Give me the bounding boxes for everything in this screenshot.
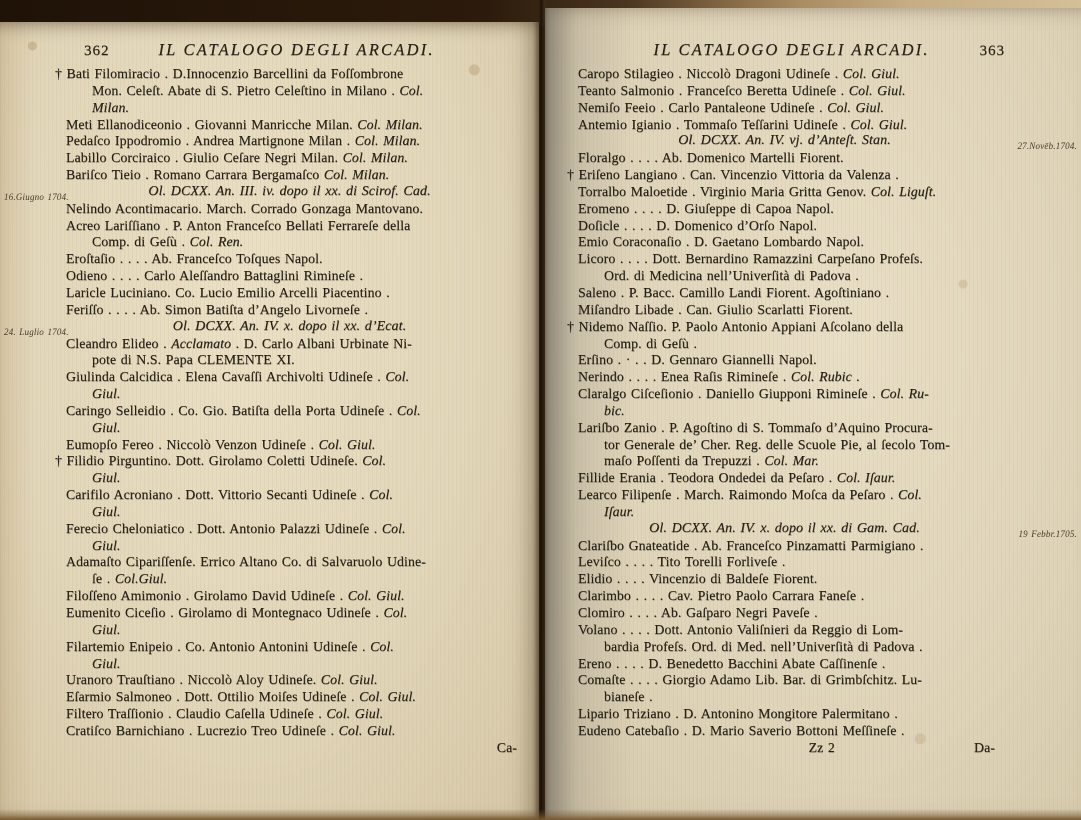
text-segment: Col. — [381, 520, 406, 536]
text-segment: Col. Ru- — [880, 386, 929, 402]
catalog-entry-line — [578, 117, 1005, 134]
text-segment: Fillide Erania . Teodora Ondedei da Peſaro . — [578, 470, 837, 486]
catalog-entry-line — [578, 285, 1005, 302]
page-body — [4, 66, 527, 758]
text-segment: Torralbo Maloetide . Virginio Maria Gritta Genov. — [578, 183, 871, 199]
catalog-entry-line — [578, 706, 1005, 723]
catalog-entry-line — [66, 706, 527, 723]
text-segment: † Bati Filomiracio . D.Innocenzio Barcellini da Foſſombrone — [55, 66, 404, 81]
text-segment: Bariſco Tieio . Romano Carrara Bergamaſco — [66, 167, 324, 183]
catalog-entry-line — [578, 672, 1005, 689]
catalog-entry-line — [66, 150, 527, 167]
text-segment: Filoſſeno Amimonio . Girolamo David Udineſe . — [66, 588, 348, 604]
catalog-entry-line — [55, 453, 527, 470]
catalog-entry-line — [567, 167, 1005, 184]
text-segment: maſo Poſſenti da Trepuzzi . — [604, 453, 765, 469]
catalog-entry-line — [66, 504, 527, 521]
catalog-entry-line — [66, 672, 527, 689]
catalog-entry-line — [578, 420, 1005, 437]
catalog-entry-line — [578, 403, 1005, 420]
text-segment: Comaſte . . . . Giorgio Adamo Lib. Bar. di Grimbſchitz. Lu- — [578, 672, 922, 688]
text-segment: Nerindo . . . . Enea Raſis Rimineſe . — [578, 369, 791, 385]
text-segment: Antemio Igianio . Tommaſo Teſſarini Udineſe . — [578, 116, 851, 132]
margin-date-note: 16.Giugno 1704. — [4, 191, 69, 202]
catalog-entry-line — [66, 639, 527, 656]
text-segment: Col. Giul. — [848, 82, 906, 98]
text-segment: Filtero Traſſionio . Claudio Caſella Udineſe . — [66, 706, 327, 722]
text-segment: Col. Giul. — [318, 436, 376, 452]
catalog-entry-line — [578, 302, 1005, 319]
text-segment: Eroſtaſio . . . . Ab. Franceſco Toſques Napol. — [66, 251, 323, 267]
text-segment: Col. Giul. — [338, 722, 396, 738]
running-title: IL CATALOGO DEGLI ARCADI. — [653, 40, 930, 59]
text-segment: Eumenito Ciceſio . Girolamo di Montegnaco Udineſe . — [66, 605, 384, 620]
catalog-entry-line — [66, 487, 527, 504]
text-segment: Col. Milan. — [342, 150, 408, 166]
catalog-entry-line — [578, 218, 1005, 235]
olympiad-date-heading — [578, 520, 1077, 539]
catalog-entry-line — [66, 268, 527, 285]
text-segment: Col. Giul. — [320, 672, 378, 688]
catalog-entry-line — [66, 117, 527, 134]
text-segment: Adamaſto Cipariſſenſe. Errico Altano Co. di Salvaruolo Udine- — [66, 554, 426, 570]
text-segment: Feriſſo . . . . Ab. Simon Batiſta d’Angelo Livorneſe . — [66, 301, 369, 317]
catalog-entry-line — [66, 521, 527, 538]
text-segment: ſe . — [92, 571, 115, 587]
page-foot-line — [66, 740, 527, 758]
catalog-entry-line — [66, 83, 527, 100]
text-segment: Miſandro Libade . Can. Giulio Scarlatti Fiorent. — [578, 301, 853, 317]
page-number: 362 — [84, 43, 110, 59]
text-segment: Cratiſco Barnichiano . Lucrezio Treo Udineſe . — [66, 722, 339, 738]
running-title: IL CATALOGO DEGLI ARCADI. — [158, 40, 435, 59]
text-segment: Nelindo Acontimacario. March. Corrado Gonzaga Mantovano. — [66, 200, 423, 216]
catalog-entry-line — [578, 622, 1005, 639]
olympiad-date-heading — [4, 183, 527, 202]
text-segment: Ol. DCXX. An. IV. x. dopo il xx. di Gam. Cad. — [649, 520, 920, 536]
catalog-entry-line — [66, 723, 527, 740]
catalog-entry-line — [578, 723, 1005, 740]
text-segment: bardia Profeſs. Ord. di Med. nell’Univerſità di Padova . — [604, 638, 923, 654]
catalog-entry-line — [66, 689, 527, 706]
text-segment: Col. — [385, 369, 410, 385]
text-segment: † Eriſeno Langiano . Can. Vincenzio Vittoria da Valenza . — [567, 167, 899, 183]
text-segment: Giul. — [92, 419, 121, 435]
text-segment: Ol. DCXX. An. IV. vj. d’Anteſt. Stan. — [678, 133, 891, 149]
text-segment: Filartemio Enipeio . Co. Antonio Antonini Udineſe . — [66, 638, 371, 654]
text-segment: † Nidemo Naſſio. P. Paolo Antonio Appiani Aſcolano della — [567, 318, 904, 334]
text-segment: Col.Giul. — [114, 571, 168, 587]
catalog-entry-line — [578, 656, 1005, 673]
text-segment: Col. — [383, 605, 408, 620]
signature-mark: Zz 2 — [808, 739, 835, 755]
text-segment: Iſaur. — [604, 503, 635, 519]
catalog-entry-line — [66, 622, 527, 639]
catalog-entry-line — [578, 588, 1005, 605]
catalog-entry-line — [66, 285, 527, 302]
catalog-entry-line — [578, 437, 1005, 454]
margin-date-note: 27.Novēb.1704. — [1017, 141, 1077, 152]
text-segment: Eudeno Catebaſio . D. Mario Saverio Bottoni Meſſineſe . — [578, 722, 905, 738]
text-segment: Cleandro Elideo . — [66, 335, 172, 351]
catalog-entry-line — [578, 251, 1005, 268]
text-segment: Col. — [396, 402, 421, 418]
text-segment: Floralgo . . . . Ab. Domenico Martelli Fiorent. — [578, 150, 844, 166]
margin-date-note: 19 Febbr.1705. — [1018, 528, 1077, 539]
catalog-entry-line — [66, 133, 527, 150]
text-segment: Lariſbo Zanio . P. Agoſtino di S. Tommaſo d’Aquino Procura- — [578, 419, 933, 435]
text-segment: Doſicle . . . . D. Domenico d’Orſo Napol. — [578, 217, 817, 233]
text-segment: Col. — [399, 82, 424, 98]
catalog-entry-line — [66, 218, 527, 235]
text-segment: Ferecio Cheloniatico . Dott. Antonio Palazzi Udineſe . — [66, 520, 382, 536]
left-page — [0, 22, 539, 820]
text-segment: Teanto Salmonio . Franceſco Beretta Udineſe . — [578, 82, 849, 98]
catalog-entry-line — [66, 201, 527, 218]
text-segment: Labillo Corciraico . Giulio Ceſare Negri Milan. — [66, 150, 343, 166]
text-segment: Giul. — [92, 386, 121, 402]
catalog-entry-line — [578, 100, 1005, 117]
catalog-entry-line — [66, 656, 527, 673]
text-segment: Carifilo Acroniano . Dott. Vittorio Secanti Udineſe . — [66, 487, 370, 503]
text-segment: Pedaſco Ippodromio . Andrea Martignone Milan . — [66, 133, 355, 149]
olympiad-date-heading — [4, 318, 527, 337]
text-segment: bianeſe . — [604, 689, 653, 705]
text-segment: Comp. di Geſù . — [604, 335, 698, 351]
catalog-entry-line — [66, 437, 527, 454]
page-body — [567, 66, 1077, 758]
catalog-entry-line — [66, 336, 527, 353]
catalog-entry-line — [578, 184, 1005, 201]
catalog-entry-line — [55, 66, 527, 83]
catalog-entry-line — [66, 302, 527, 319]
text-segment: Col. Milan. — [357, 116, 423, 132]
olympiad-date-heading — [578, 133, 1077, 152]
catalog-entry-line — [578, 605, 1005, 622]
text-segment: Col. — [898, 487, 922, 503]
margin-date-note: 24. Luglio 1704. — [4, 326, 69, 337]
text-segment: Eromeno . . . . D. Giuſeppe di Capoa Napol. — [578, 200, 834, 216]
catalog-entry-line — [66, 100, 527, 117]
text-segment: Col. Giul. — [842, 66, 900, 81]
catalog-entry-line — [578, 571, 1005, 588]
text-segment: Col. Liguſt. — [870, 183, 937, 199]
text-segment: Milan. — [92, 99, 130, 115]
catalog-entry-line — [578, 201, 1005, 218]
text-segment: pote di N.S. Papa CLEMENTE XI. — [92, 352, 295, 368]
catalog-entry-line — [66, 605, 527, 622]
page-header — [66, 40, 527, 63]
catalog-entry-line — [578, 352, 1005, 369]
text-segment: bic. — [604, 402, 625, 418]
text-segment: Giul. — [92, 470, 121, 486]
text-segment: Comp. di Geſù . — [92, 234, 190, 250]
page-header — [578, 40, 1005, 63]
text-segment: † Filidio Pirguntino. Dott. Girolamo Coletti Udineſe. — [55, 453, 363, 469]
text-segment: Volano . . . . Dott. Antonio Valiſnieri da Reggio di Lom- — [578, 621, 904, 637]
text-segment: Giulinda Calcidica . Elena Cavaſſi Archivolti Udineſe . — [66, 369, 386, 385]
text-segment: Clomiro . . . . Ab. Gaſparo Negri Paveſe . — [578, 605, 818, 620]
text-segment: Col. Giul. — [827, 99, 884, 115]
catalog-entry-line — [578, 150, 1005, 167]
catalog-entry-line — [66, 403, 527, 420]
catalog-entry-line — [66, 167, 527, 184]
text-segment: Col. — [362, 453, 387, 469]
text-segment: Emio Coraconaſio . D. Gaetano Lombardo Napol. — [578, 234, 864, 250]
catalog-entry-line — [567, 319, 1005, 336]
catalog-entry-line — [578, 83, 1005, 100]
text-segment: Lipario Triziano . D. Antonino Mongitore Palermitano . — [578, 706, 898, 722]
page-foot-line — [578, 740, 1005, 758]
text-segment: Learco Filipenſe . March. Raimondo Moſca da Peſaro . — [578, 487, 899, 503]
text-segment: Leviſco . . . . Tito Torelli Forliveſe . — [578, 554, 786, 570]
catalog-entry-line — [578, 369, 1005, 386]
catalog-entry-line — [66, 470, 527, 487]
text-segment: Uranoro Trauſtiano . Niccolò Aloy Udineſe. — [66, 672, 321, 688]
text-segment: Elidio . . . . Vincenzio di Baldeſe Fiorent. — [578, 571, 818, 587]
catalog-entry-line — [66, 352, 527, 369]
text-segment: Eſarmio Salmoneo . Dott. Ottilio Moiſes Udineſe . — [66, 689, 360, 705]
catalog-entry-line — [578, 504, 1005, 521]
text-segment: Giul. — [92, 503, 121, 519]
catalog-entry-line — [66, 571, 527, 588]
text-segment: Licoro . . . . Dott. Bernardino Ramazzini Carpeſano Profeſs. — [578, 251, 923, 267]
text-segment: Clariſbo Gnateatide . Ab. Franceſco Pinzamatti Parmigiano . — [578, 537, 924, 553]
text-segment: Col. Ren. — [189, 234, 244, 250]
catalog-entry-line — [66, 588, 527, 605]
catalog-entry-line — [578, 639, 1005, 656]
catalog-entry-line — [578, 470, 1005, 487]
text-segment: Laricle Luciniano. Co. Lucio Emilio Arcelli Piacentino . — [66, 284, 390, 300]
text-segment: . D. Carlo Albani Urbinate Ni- — [231, 335, 412, 351]
right-page — [545, 8, 1081, 820]
catalog-entry-line — [578, 234, 1005, 251]
text-segment: Ord. di Medicina nell’Univerſità di Padova . — [604, 268, 859, 284]
text-segment: Acreo Lariſſiano . P. Anton Franceſco Bellati Ferrareſe della — [66, 217, 411, 233]
catalog-entry-line — [66, 554, 527, 571]
text-segment: Col. Milan. — [323, 167, 390, 183]
text-segment: Ereno . . . . D. Benedetto Bacchini Abate Caſſinenſe . — [578, 655, 886, 671]
catalog-entry-line — [578, 336, 1005, 353]
catalog-entry-line — [578, 689, 1005, 706]
catalog-entry-line — [66, 369, 527, 386]
text-segment: Clarimbo . . . . Cav. Pietro Paolo Carrara Faneſe . — [578, 588, 865, 604]
text-segment: Col. — [370, 638, 394, 654]
text-segment: Meti Ellanodiceonio . Giovanni Manricche Milan. — [66, 116, 358, 132]
text-segment: Giul. — [92, 621, 121, 637]
catalog-entry-line — [578, 538, 1005, 555]
text-segment: Col. Mar. — [764, 453, 819, 469]
text-segment: Caringo Selleidio . Co. Gio. Batiſta della Porta Udineſe . — [66, 402, 397, 418]
text-segment: Eumopſo Fereo . Niccolò Venzon Udineſe . — [66, 436, 319, 452]
text-segment: Giul. — [92, 655, 121, 671]
catalog-entry-line — [66, 386, 527, 403]
catalog-entry-line — [578, 453, 1005, 470]
catalog-entry-line — [578, 487, 1005, 504]
catalog-entry-line — [66, 234, 527, 251]
text-segment: Nemiſo Feeio . Carlo Pantaleone Udineſe . — [578, 99, 828, 115]
catchword: Ca- — [496, 739, 517, 755]
text-segment: Col. Iſaur. — [836, 470, 896, 486]
text-segment: Col. Giul. — [850, 116, 908, 132]
catalog-entry-line — [66, 420, 527, 437]
text-segment: Col. Milan. — [354, 133, 421, 149]
catalog-entry-line — [66, 251, 527, 268]
text-segment: Mon. Celeſt. Abate di S. Pietro Celeſtino in Milano . — [92, 82, 400, 98]
text-segment: Col. Giul. — [347, 588, 405, 604]
catalog-entry-line — [578, 554, 1005, 571]
text-segment: Col. — [369, 487, 393, 503]
text-segment: Caropo Stilagieo . Niccolò Dragoni Udineſe . — [578, 66, 843, 81]
text-segment: Col. Giul. — [359, 689, 416, 705]
text-segment: Col. Rubic . — [790, 369, 860, 385]
page-number: 363 — [979, 43, 1005, 59]
text-segment: Saleno . P. Bacc. Camillo Landi Fiorent. Agoſtiniano . — [578, 284, 890, 300]
catalog-entry-line — [578, 66, 1005, 83]
text-segment: tor Generale de’ Cher. Reg. delle Scuole Pie, al ſecolo Tom- — [604, 436, 950, 452]
text-segment: Giul. — [92, 537, 121, 553]
catalog-entry-line — [66, 538, 527, 555]
text-segment: Odieno . . . . Carlo Aleſſandro Battaglini Rimineſe . — [66, 268, 364, 284]
text-segment: Erſino . · . . D. Gennaro Giannelli Napol. — [578, 352, 817, 368]
catalog-entry-line — [578, 268, 1005, 285]
text-segment: Ol. DCXX. An. III. iv. dopo il xx. di Scirof. Cad. — [148, 183, 431, 199]
text-segment: Claralgo Ciſceſionio . Daniello Giupponi Rimineſe . — [578, 386, 881, 402]
text-segment: Col. Giul. — [326, 706, 384, 722]
text-segment: Ol. DCXX. An. IV. x. dopo il xx. d’Ecat. — [172, 318, 407, 334]
catchword: Da- — [974, 739, 995, 755]
text-segment: Acclamato — [171, 335, 232, 351]
catalog-entry-line — [578, 386, 1005, 403]
